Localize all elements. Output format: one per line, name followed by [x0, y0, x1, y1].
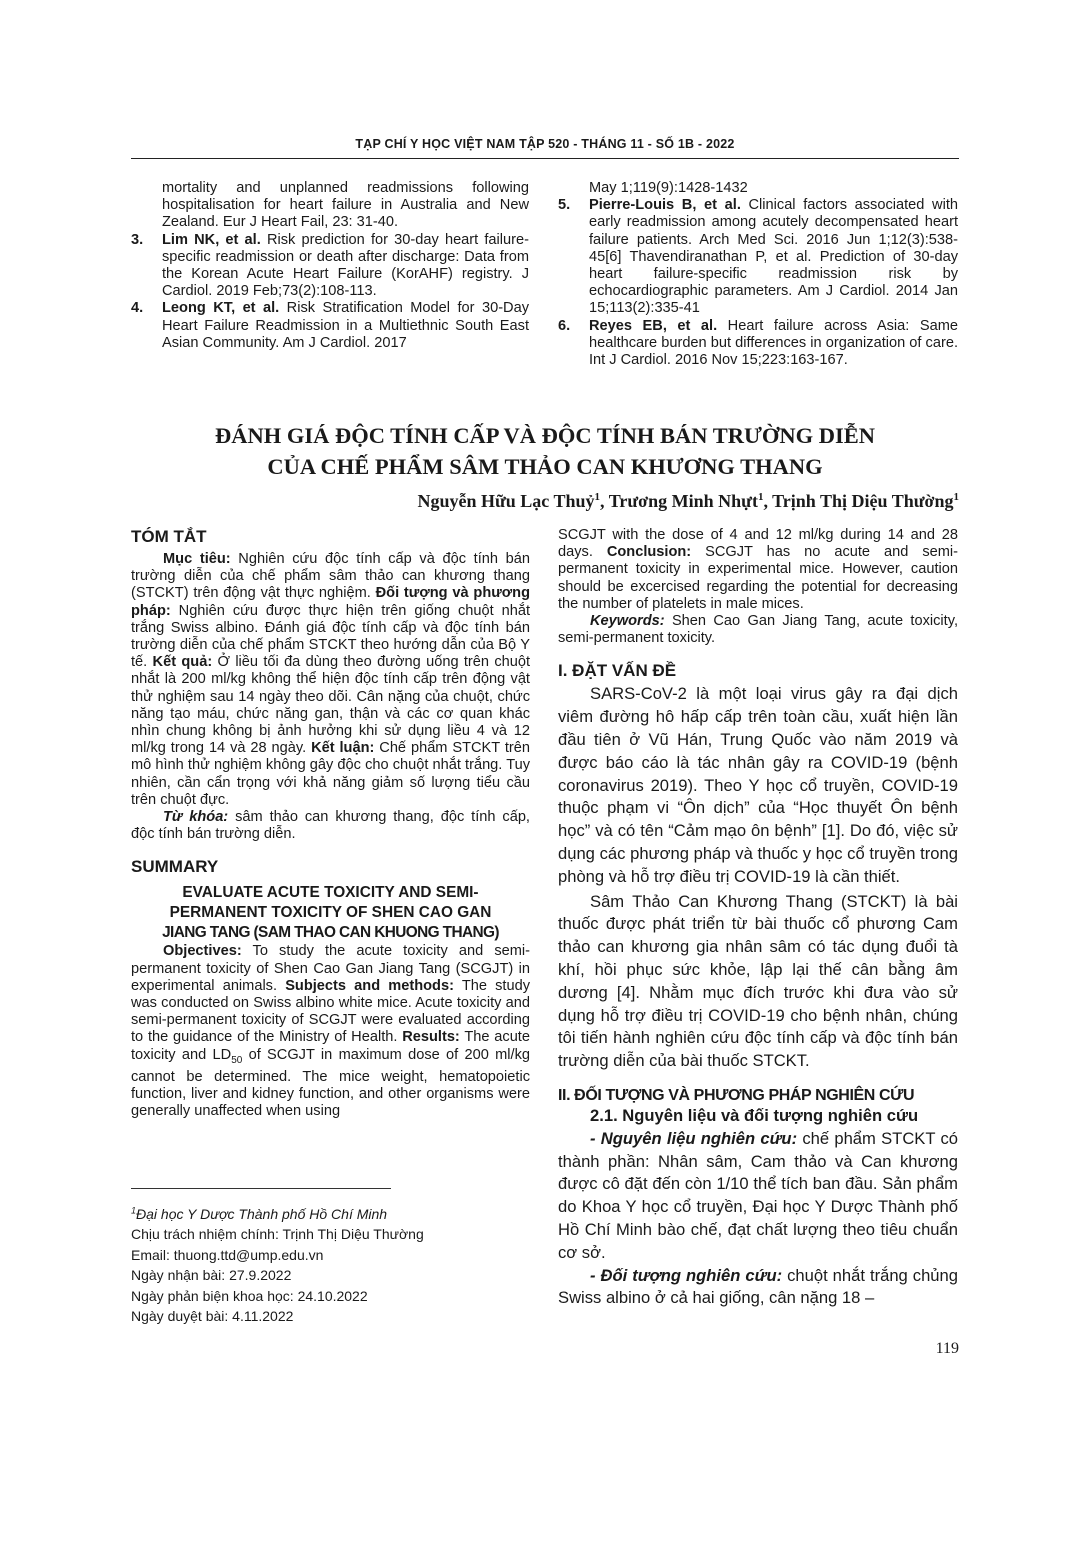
- reference-number: 6.: [558, 317, 571, 334]
- text: SCGJT with the dose of 4 and 12 ml/kg during 14 and 28 days.: [558, 527, 958, 561]
- author-affiliation-mark: 1: [594, 491, 600, 503]
- text: Nghiên cứu được thực hiện trên giống chuột nhắt trắng Swiss albino. Đánh giá độc tính cấp và độc tính bán trường diễn của chế phẩm STCKT theo hướng dẫn của Bộ Y tế.: [131, 602, 530, 671]
- date-accepted: Ngày duyệt bài: 4.11.2022: [131, 1308, 294, 1325]
- text: of SCGJT in maximum dose of 200 ml/kg cannot be determined. The mice weight, hematopoietic function, liver and kidney function, and other organisms were generally unaffected when using: [131, 1046, 530, 1120]
- section2-paragraph: [558, 1128, 958, 1265]
- article-title-line: ĐÁNH GIÁ ĐỘC TÍNH CẤP VÀ ĐỘC TÍNH BÁN TRƯỜNG DIỄN: [214, 423, 876, 448]
- left-column: [131, 527, 530, 1120]
- author-separator: ,: [600, 491, 609, 511]
- reference-text: Clinical factors associated with early readmission among acutely decompensated heart failure patients. Arch Med Sci. 2016 Jun 1;12(3):538-45[6] Thavendiranathan P, et al. Prediction of 30-day heart failure-specific readmission risk by echocardiographic parameters. Am J Cardiol. 2014 Jan 15;113(2):335-41: [589, 197, 958, 317]
- section1-paragraph: SARS-CoV-2 là một loại virus gây ra đại dịch viêm đường hô hấp cấp trên toàn cầu, xuất hiện lần đầu tiên ở Vũ Hán, Trung Quốc vào năm 2019 và được báo cáo là tác nhân gây ra COVID-19 (bệnh coronavirus 2019). Theo Y học cổ truyền, COVID-19 thuộc phạm vi “Ôn dịch” của “Học thuyết Ôn bệnh học” và có tên “Cảm mạo ôn bệnh” [1]. Do đó, việc sử dụng các phương pháp và thuốc y học cổ truyền trong phòng và hỗ trợ điều trị COVID-19 là cần thiết.: [558, 684, 958, 886]
- reference-author: Leong KT, et al.: [162, 300, 280, 317]
- summary-title-line: PERMANENT TOXICITY OF SHEN CAO GAN: [169, 904, 492, 922]
- reference-author: Lim NK, et al.: [162, 231, 261, 248]
- journal-header: TẠP CHÍ Y HỌC VIỆT NAM TẬP 520 - THÁNG 11 - SỐ 1B - 2022: [355, 137, 735, 151]
- text: SCGJT has no acute and semi-permanent toxicity in experimental mice. However, caution should be excercised regarding the potential for decreasing the number of platelets in male mices.: [558, 544, 958, 612]
- author-name: Trịnh Thị Diệu Thường: [772, 491, 954, 511]
- reference-author: Pierre-Louis B, et al.: [589, 197, 741, 214]
- reference-item: [558, 197, 958, 317]
- author-affiliation-mark: 1: [757, 491, 764, 503]
- references-right: [558, 180, 958, 369]
- reference-number: 3.: [131, 231, 144, 248]
- tom-tat-paragraph: [131, 551, 530, 809]
- text: To study the acute toxicity and semi-permanent toxicity of Shen Cao Gan Jiang Tang (SCGJT) in experimental animals.: [131, 943, 530, 994]
- article-title: [0, 420, 1090, 482]
- text: Shen Cao Gan Jiang Tang, acute toxicity, semi-permanent toxicity.: [558, 613, 958, 647]
- affiliation-text: Đại học Y Dược Thành phố Hồ Chí Minh: [136, 1205, 388, 1222]
- text: sâm thảo can khương thang, độc tính cấp, độc tính bán trường diễn.: [131, 809, 530, 843]
- label: Subjects and methods:: [285, 977, 454, 994]
- text: Chế phẩm STCKT trên mô hình thử nghiệm không gây độc cho chuột nhắt trắng. Tuy nhiên, cần cẩn trọng với khả năng giảm số lượng tiểu cầu trên chuột đực.: [131, 740, 530, 808]
- reference-number: 4.: [131, 300, 144, 317]
- author-name: Trương Minh Nhựt: [608, 491, 758, 511]
- reference-continuation: May 1;119(9):1428-1432: [589, 180, 748, 196]
- reference-number: 5.: [558, 197, 571, 214]
- article-title-line: CỦA CHẾ PHẨM SÂM THẢO CAN KHƯƠNG THANG: [267, 454, 823, 479]
- text: The study was conducted on Swiss albino white mice. Acute toxicity and semi-permanent toxicity of SCGJT were evaluated according to the guidance of the Ministry of Health.: [131, 977, 530, 1046]
- corresponding-author: Chịu trách nhiệm chính: Trịnh Thị Diệu Thường: [131, 1226, 424, 1243]
- label: Keywords:: [590, 613, 665, 630]
- page-number: 119: [935, 1340, 959, 1357]
- reference-text: Risk prediction for 30-day heart failure-specific readmission or death after discharge: Data from the Korean Acute Heart Failure (KorAHF) registry. J Cardiol. 2019 Feb;73(2):108-113.: [162, 231, 529, 300]
- text: Ở liều tối đa dùng theo đường uống trên chuột nhắt là 200 ml/kg không thể hiện độc tính cấp trên động vật thử nghiệm sau 14 ngày theo dõi. Cân nặng của chuột, chức năng tạo máu, chức năng gan, thận và các cơ quan khác nhìn chung không bị ảnh hưởng khi sử dụng liều 4 và 12 ml/kg trong 14 và 28 ngày.: [131, 654, 531, 757]
- email: Email: thuong.ttd@ump.edu.vn: [131, 1246, 324, 1263]
- reference-item: [131, 232, 529, 301]
- tom-tat-heading: TÓM TẮT: [131, 527, 207, 546]
- references-left: [131, 180, 529, 352]
- summary-paragraph: [131, 943, 530, 1120]
- subscript: 50: [231, 1054, 243, 1066]
- summary-heading: SUMMARY: [131, 857, 219, 877]
- label: Conclusion:: [606, 544, 692, 561]
- keywords-en: [558, 613, 958, 647]
- subsection-heading: 2.1. Nguyên liệu và đối tượng nghiên cứu: [590, 1105, 919, 1125]
- label: Objectives:: [163, 943, 242, 960]
- text: Nghiên cứu độc tính cấp và độc tính bán trường diễn của chế phẩm sâm thảo can khương thang (STCKT) trên động vật thực nghiệm.: [131, 551, 530, 602]
- affiliation: [131, 1200, 531, 1224]
- affiliation-mark: 1: [131, 1205, 137, 1215]
- label: Results:: [402, 1029, 460, 1046]
- reference-item: [558, 318, 958, 370]
- label: Đối tượng và phương pháp:: [131, 585, 531, 619]
- section2-heading: II. ĐỐI TƯỢNG VÀ PHƯƠNG PHÁP NGHIÊN CỨU: [558, 1086, 915, 1104]
- label: - Đối tượng nghiên cứu:: [590, 1265, 783, 1285]
- section1-paragraph: Sâm Thảo Can Khương Thang (STCKT) là bài thuốc được phát triển từ bài thuốc cổ phương Cam thảo can khương gia nhân sâm có tác dụng đuổi tà khí, hồi phục sức khỏe, lập lại thế cân bằng âm dương [4]. Nhằm mục đích trước khi đưa vào sử dụng hỗ trợ điều trị COVID-19 cho bệnh nhân, chúng tôi tiến hành nghiên cứu độc tính cấp và độc tính bán trường diễn của bài thuốc STCKT.: [558, 891, 958, 1071]
- label: - Nguyên liệu nghiên cứu:: [590, 1128, 798, 1148]
- header-rule: [131, 158, 959, 159]
- reference-author: Reyes EB, et al.: [589, 317, 718, 334]
- author-list: [417, 491, 959, 512]
- author-separator: ,: [763, 491, 773, 511]
- keywords-vi: [131, 809, 530, 843]
- date-reviewed: Ngày phản biện khoa học: 24.10.2022: [131, 1287, 368, 1304]
- footnote: [131, 1200, 531, 1327]
- label: Kết luận:: [311, 740, 375, 757]
- section1-heading: I. ĐẶT VẤN ĐỀ: [558, 661, 677, 681]
- reference-text: Heart failure across Asia: Same healthcare burden but differences in organization of care. Int J Cardiol. 2016 Nov 15;223:163-167.: [589, 317, 958, 369]
- summary-title-line: EVALUATE ACUTE TOXICITY AND SEMI-: [182, 884, 479, 902]
- label: Từ khóa:: [163, 809, 229, 826]
- author-affiliation-mark: 1: [953, 491, 959, 503]
- date-received: Ngày nhận bài: 27.9.2022: [131, 1267, 292, 1284]
- summary-title: [131, 883, 530, 943]
- text: chế phẩm STCKT có thành phần: Nhân sâm, Cam thảo và Can khương được cô đặt đến còn 1/10 thể tích ban đầu. Sản phẩm do Khoa Y học cổ truyền, Đại học Y Dược Thành phố Hồ Chí Minh bào chế, đạt chất lượng theo tiêu chuẩn cơ sở.: [558, 1128, 958, 1262]
- reference-text: Risk Stratification Model for 30-Day Heart Failure Readmission in a Multiethnic South East Asian Community. Am J Cardiol. 2017: [162, 300, 529, 351]
- section2-paragraph: [558, 1265, 958, 1311]
- summary-continuation: [558, 527, 958, 613]
- right-column: [558, 527, 958, 1310]
- text: chuột nhắt trắng chủng Swiss albino ở cả hai giống, cân nặng 18 –: [558, 1265, 958, 1308]
- label: Kết quả:: [152, 654, 213, 671]
- footnote-rule: [131, 1188, 391, 1189]
- summary-title-line: JIANG TANG (SAM THAO CAN KHUONG THANG): [162, 924, 499, 942]
- text: The acute toxicity and LD: [131, 1029, 530, 1063]
- reference-continuation: mortality and unplanned readmissions following hospitalisation for heart failure in Australia and New Zealand. Eur J Heart Fail, 23: 31-40.: [162, 180, 529, 231]
- reference-item: [131, 300, 529, 352]
- label: Mục tiêu:: [163, 551, 231, 567]
- author-name: Nguyễn Hữu Lạc Thuỷ: [417, 491, 595, 511]
